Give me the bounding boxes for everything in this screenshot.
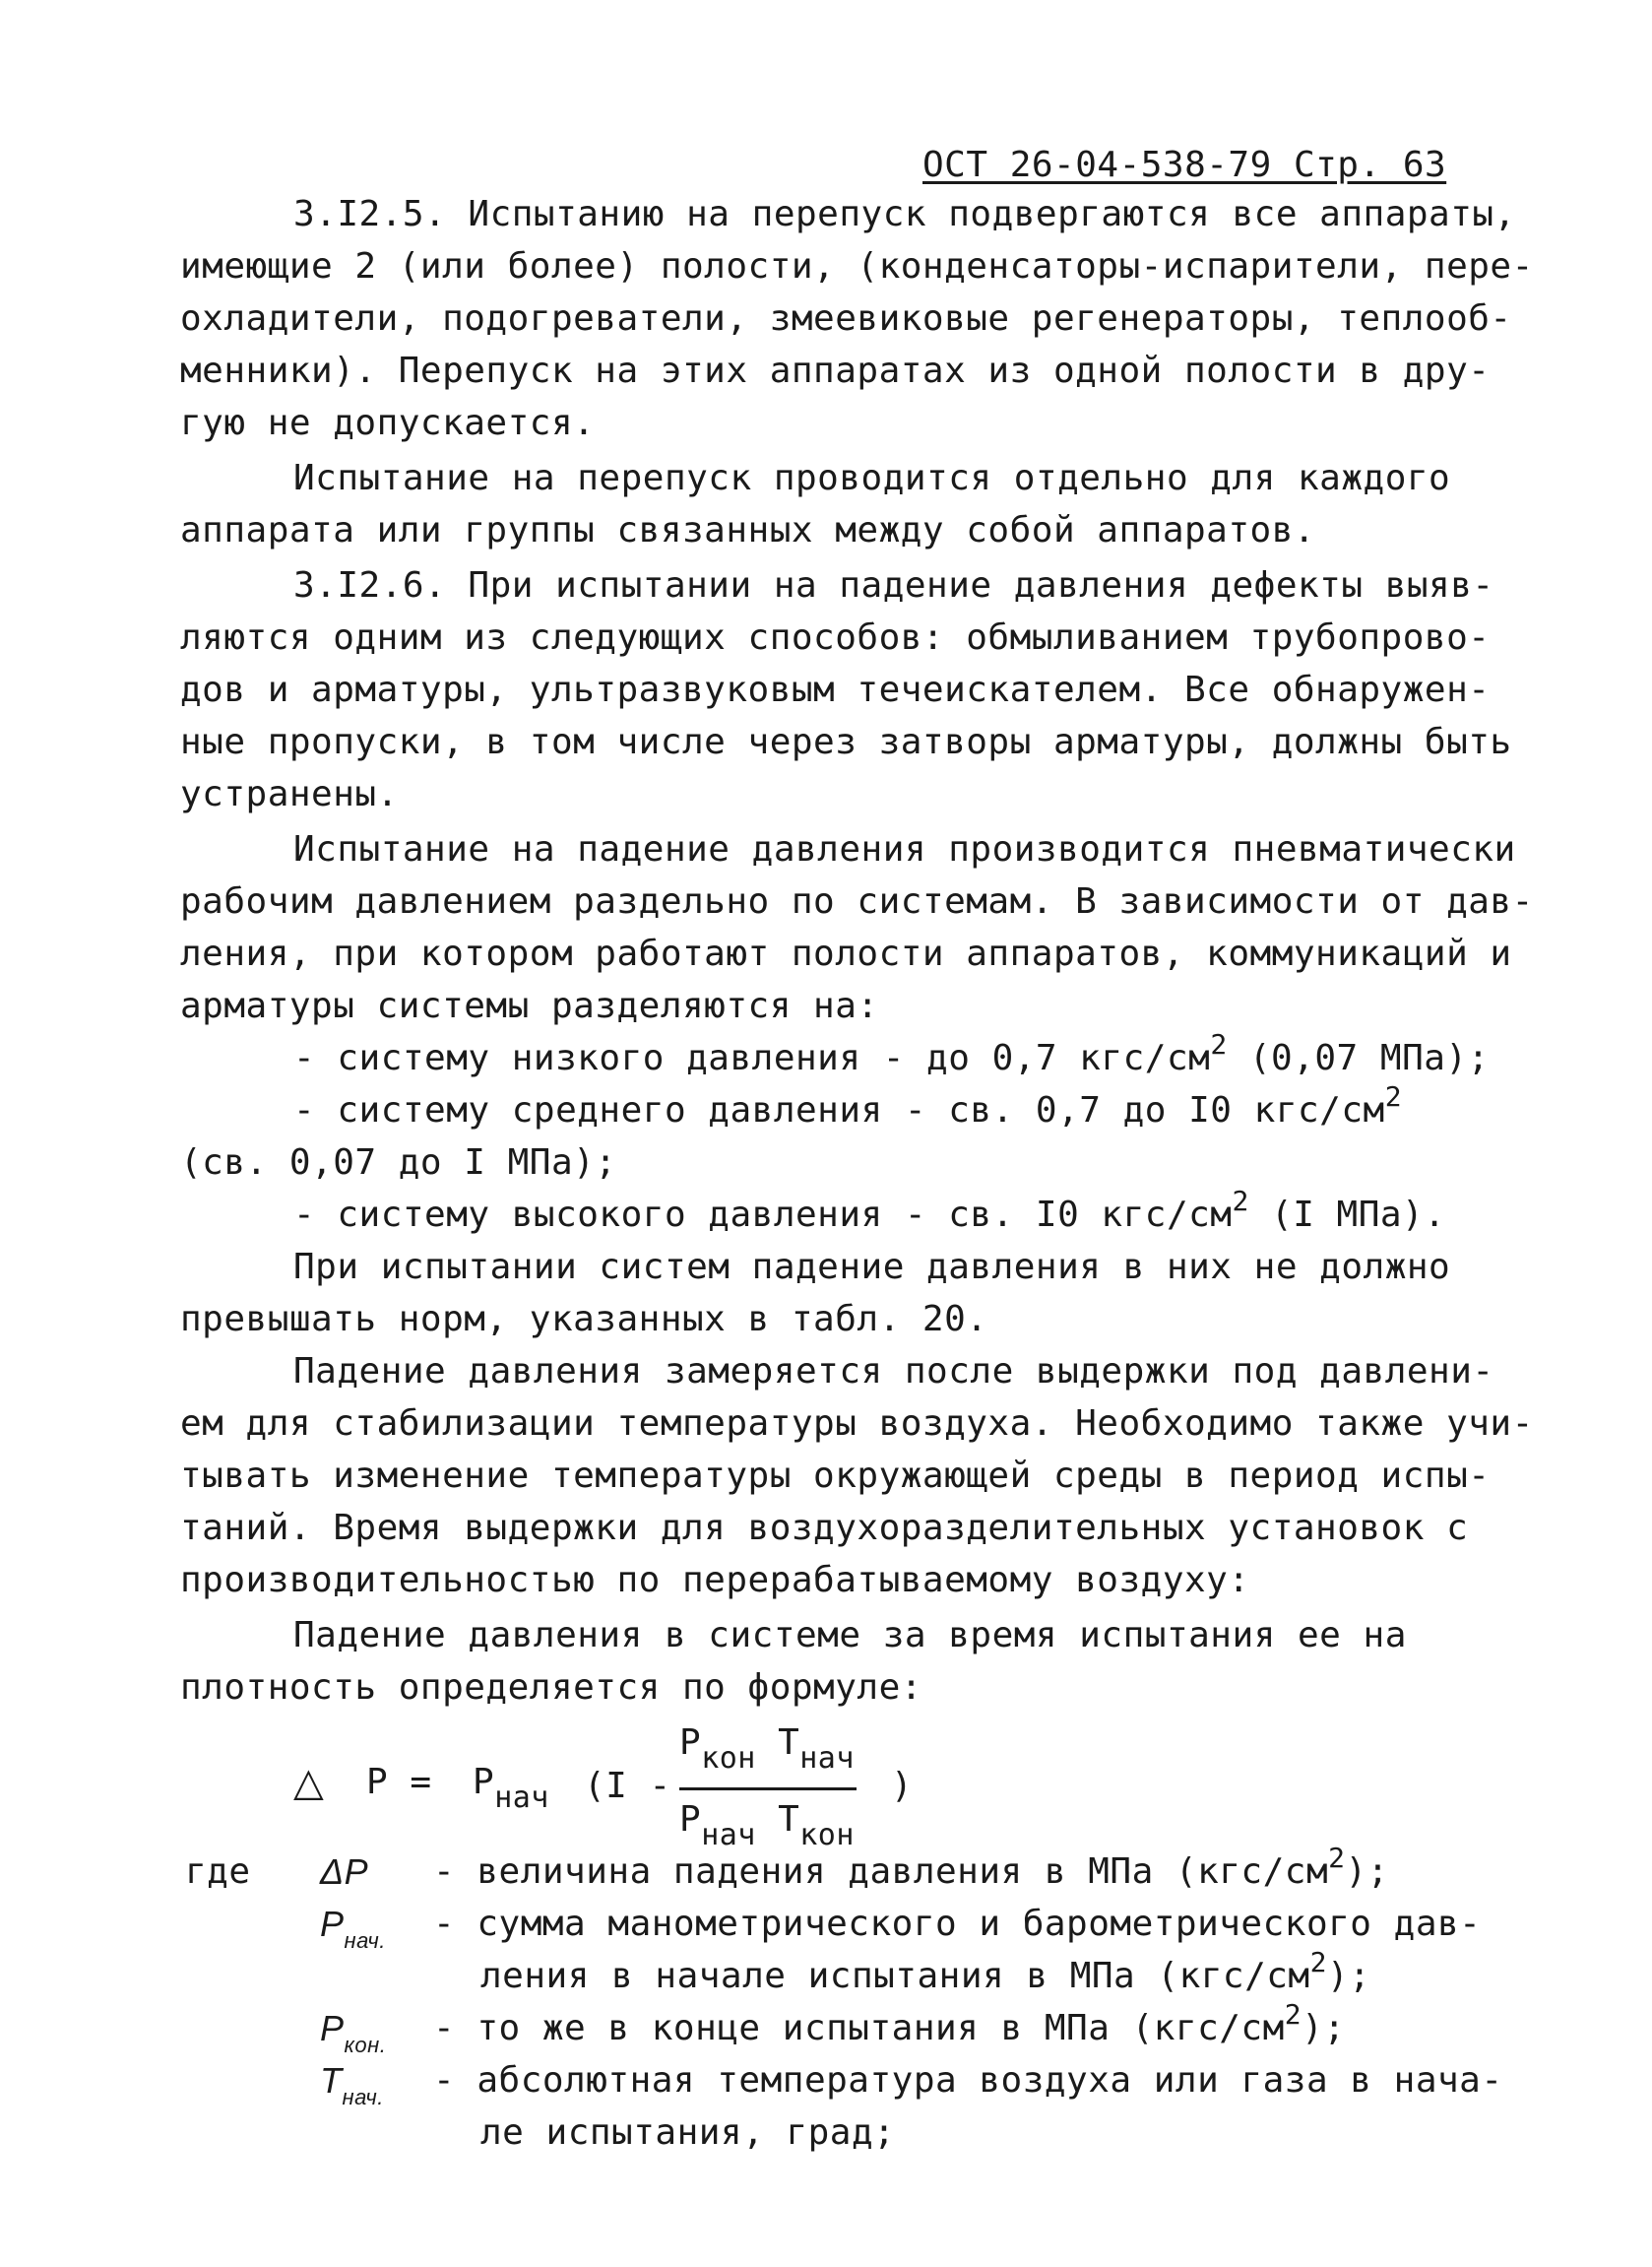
legend-symbol-delta-p: ΔP xyxy=(320,1851,369,1892)
paragraph-line: имеющие 2 (или более) полости, (конденсаторы-испарители, пере- xyxy=(180,246,1534,287)
paragraph-line: При испытании систем падение давления в них не должно xyxy=(293,1247,1451,1287)
paragraph-line: Испытание на перепуск проводится отдельно для каждого xyxy=(293,458,1451,498)
legend-symbol-t-start: $T_{нач.}$ xyxy=(320,2060,384,2109)
paragraph-line: Падение давления замеряется после выдержки под давлени- xyxy=(293,1351,1494,1392)
paragraph-line: таний. Время выдержки для воздухоразделительных установок с xyxy=(180,1508,1469,1548)
paragraph-line: дов и арматуры, ультразвуковым течеискателем. Все обнаружен- xyxy=(180,670,1491,710)
paragraph-line: ем для стабилизации температуры воздуха. Необходимо также учи- xyxy=(180,1403,1534,1444)
legend-symbol-p-start: $P_{нач.}$ xyxy=(320,1904,386,1953)
formula-open: (I - xyxy=(584,1766,671,1806)
paragraph-line: менники). Перепуск на этих аппаратах из одной полости в дру- xyxy=(180,351,1491,391)
fraction-bar xyxy=(679,1787,857,1790)
paragraph-line: 3.I2.6. При испытании на падение давления дефекты выяв- xyxy=(293,565,1494,606)
formula-lhs: P = xyxy=(366,1762,432,1802)
legend-text: - величина падения давления в МПа $(кгс/см^2)$; xyxy=(433,1842,1389,1892)
paragraph-line: Испытание на падение давления производится пневматически xyxy=(293,829,1516,870)
list-item-low: - систему низкого давления - до 0,7 кгс/$см^2$ (0,07 МПа); xyxy=(293,1028,1490,1078)
list-item-mid: - систему среднего давления - св. 0,7 до I0 кгс/$см^2$ xyxy=(293,1080,1403,1131)
paragraph-line: аппарата или группы связанных между собой аппаратов. xyxy=(180,510,1316,551)
legend-text: - то же в конце испытания в МПа $(кгс/см^2)$; xyxy=(433,1998,1346,2048)
list-item-mid-cont: (св. 0,07 до I МПа); xyxy=(180,1142,617,1183)
formula-close: ) xyxy=(891,1766,914,1806)
list-item-high: - систему высокого давления - св. I0 кгс/$см^2$ (I МПа). xyxy=(293,1185,1446,1235)
legend-text: - абсолютная температура воздуха или газа в нача- xyxy=(433,2060,1503,2101)
legend-symbol-p-end: $P_{кон.}$ xyxy=(320,2008,387,2057)
legend-text: - сумма манометрического и барометрического дав- xyxy=(433,1904,1482,1944)
paragraph-line: тывать изменение температуры окружающей среды в период испы- xyxy=(180,1456,1491,1496)
formula-denominator: $P_{нач}$ $T_{кон}$ xyxy=(679,1799,855,1852)
legend-text: ления в начале испытания в МПа $(кгс/см^2)$; xyxy=(480,1946,1371,1996)
paragraph-line: ления, при котором работают полости аппаратов, коммуникаций и xyxy=(180,934,1512,974)
paragraph-line: 3.I2.5. Испытанию на перепуск подвергаются все аппараты, xyxy=(293,194,1516,234)
page-header: ОСТ 26-04-538-79 Стр. 63 xyxy=(922,145,1447,185)
formula-p-start: $P_{нач}$ xyxy=(473,1762,549,1815)
paragraph-line: устранены. xyxy=(180,774,399,814)
legend-where: где xyxy=(185,1851,251,1892)
formula-numerator: $P_{кон}$ $T_{нач}$ xyxy=(679,1722,855,1776)
paragraph-line: охладители, подогреватели, змеевиковые регенераторы, теплооб- xyxy=(180,298,1512,339)
paragraph-line: ляются одним из следующих способов: обмыливанием трубопрово- xyxy=(180,617,1491,658)
paragraph-line: превышать норм, указанных в табл. 20. xyxy=(180,1299,988,1339)
paragraph-line: Падение давления в системе за время испытания ее на xyxy=(293,1615,1407,1655)
legend-text: ле испытания, град; xyxy=(480,2112,896,2153)
paragraph-line: рабочим давлением раздельно по системам. В зависимости от дав- xyxy=(180,881,1534,922)
paragraph-line: арматуры системы разделяются на: xyxy=(180,986,879,1026)
formula-delta-symbol: △ xyxy=(293,1760,325,1805)
paragraph-line: производительностью по перерабатываемому воздуху: xyxy=(180,1560,1250,1600)
paragraph-line: гую не допускается. xyxy=(180,403,596,443)
paragraph-line: ные пропуски, в том числе через затворы арматуры, должны быть xyxy=(180,722,1512,762)
paragraph-line: плотность определяется по формуле: xyxy=(180,1667,922,1708)
